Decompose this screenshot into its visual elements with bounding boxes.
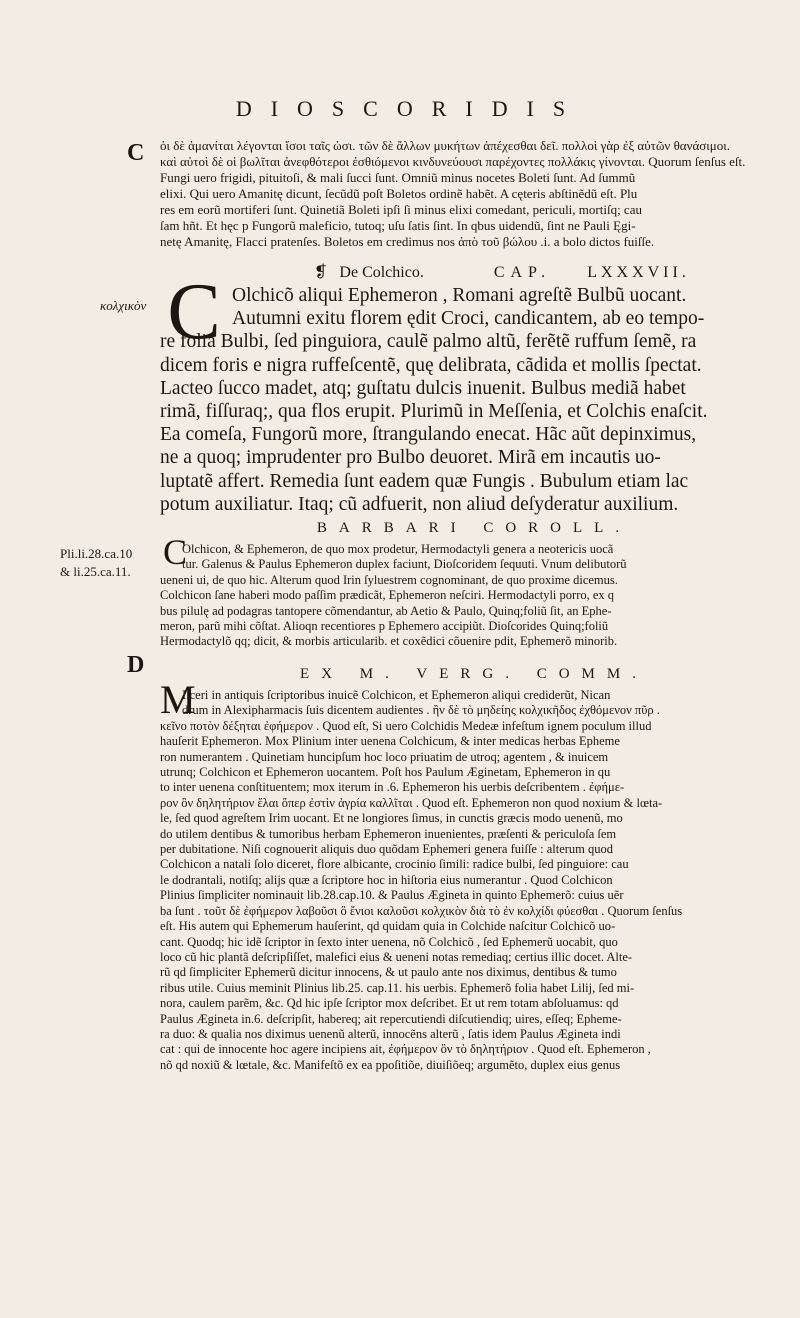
text-line: rũ qd ſimpliciter Ephemerũ dicitur innocens, & ut paulo ante nos diximus, dentibus & tumo <box>160 965 617 980</box>
text-line: cat : qui de innocente hoc agere incipiens ait, ἐφήμερον ὃν τὸ δηλητήριον . Quod eſt. Ephemeron , <box>160 1042 651 1057</box>
text-line: ra duo: & qualia nos diximus uenenũ alterũ, innocẽns alterũ , ſatis idem Paulus Ægineta indi <box>160 1026 621 1041</box>
text-line: netę Amanitę, Flacci pratenſes. Boletos em credimus nos ἀπὸ τοῦ βώλου .i. a bolo dictos fuiſſe. <box>160 234 655 249</box>
pilcrow-icon: ❡ <box>314 264 328 281</box>
vergilius-heading: EX M. VERG. COMM. <box>300 666 648 682</box>
text-line: potum auxiliatur. Itaq; cũ adfuerit, non aliud deſyderatur auxilium. <box>160 493 679 515</box>
text-line: ρον ὃν δηλητήριον ἔλαι ὅπερ ἐστὶν ἀγρία καλλῖται . Quod eſt. Ephemeron non quod noxium & lœta- <box>160 795 663 810</box>
barbari-commentary <box>160 542 788 650</box>
main-text <box>160 284 788 516</box>
text-line: drum in Alexipharmacis ſuis dicentem audientes . ἢν δὲ τὸ μηδείης κολχικῆδος ἐχθόμενον πῦρ . <box>182 703 660 718</box>
text-line: ὁι δὲ ἀμανίται λέγονται ἴσοι ταῖς ὠσι. τῶν δὲ ἄλλων μυκήτων ἀπέχεσθαι δεῖ. πολλοὶ γὰρ ἐξ αὐτῶν θανάσιμοι. <box>160 138 731 153</box>
chapter-number: LXXXVII. <box>587 264 690 281</box>
running-head: DIOSCORIDIS <box>235 96 585 121</box>
text-line: ribus utile. Cuius meminit Plinius lib.25. cap.11. his uerbis. Ephemerõ folia habet Lilij, ſed mi- <box>160 980 635 995</box>
text-line: cant. Quodq; hic idẽ ſcriptor in ſexto inter uenena, nõ Colchicõ , ſed Ephemerũ uocabit, quo <box>160 934 618 949</box>
barbari-drop-cap: C <box>162 532 187 572</box>
vergilius-commentary <box>160 688 788 1073</box>
text-line: Olchicon, & Ephemeron, de quo mox prodetur, Hermodactyli genera a neotericis uocã <box>182 542 614 556</box>
text-line: luptatẽ affert. Remedia ſunt eadem quæ Fungis . Bubulum etiam lac <box>160 470 689 492</box>
text-line: ueneni ui, de quo hic. Alterum quod Irin ſyluestrem cognominant, de quo proxime dicemus. <box>160 572 618 587</box>
barbari-heading: BARBARI COROLL. <box>316 520 632 536</box>
text-line: Fungi uero frigidi, pituitoſi, & mali ſucci ſunt. Omniũ minus nocetes Boleti ſunt. Ad ſummũ <box>160 170 636 185</box>
text-line: Autumni exitu florem ędit Croci, candicantem, ab eo tempo- <box>232 308 705 330</box>
text-line: to inter uenena conſtituentem; mox iterum in .6. Ephemeron his uerbis deſcribentem . ἐφήμε- <box>160 780 625 795</box>
vergilius-drop-cap: M <box>160 677 196 722</box>
margin-section-letter-c: C <box>127 140 145 166</box>
margin-plinius-ref-2: & li.25.ca.11. <box>60 564 131 579</box>
text-line: do utilem dentibus & tumoribus herbam Ephemeron inuenientes, præſenti & periculoſa ſem <box>160 826 617 841</box>
text-line: κεῖνο ποτὸν δέξηται ἐφήμερον . Quod eſt, Si uero Colchidis Medeæ infeſtum ignem poculum illud <box>160 718 652 733</box>
text-line: le dodrantali, notiſq; alijs quæ a ſcriptore hoc in hiſtoria eius numerantur . Quod Colchicon <box>160 872 613 887</box>
margin-section-letter-d: D <box>127 652 145 678</box>
text-line: eſt. His autem qui Ephemerum hauſerint, qd quidam quia in Colchide naſcitur Colchicõ uo- <box>160 919 616 934</box>
text-line: le, ſed quod agreſtem Irim uocant. Et ne longiores ſimus, in cunctis græcis modo uenenũ, mo <box>160 811 623 826</box>
text-line: meron, parũ mihi cõſtat. Alioqn recentiores p Ephemero accipiũt. Dioſcorides Quinq;foliũ <box>160 619 609 634</box>
text-line: ba ſunt . τοῦτ δὲ ἐφήμερον λαβοῦσι ὃ ἔνιοι καλοῦσι κολχικὸν διὰ τὸ ἐν κολχίδι φύεσθαι . Quorum ſenſus <box>160 903 683 918</box>
chapter-cap-label: CAP. <box>493 264 552 281</box>
text-line: Lacteo ſucco madet, atq; guſtatu dulcis inuenit. Bulbus mediã habet <box>160 377 686 399</box>
text-line: tur. Galenus & Paulus Ephemeron duplex faciunt, Dioſcoridem ſequuti. Vnum delibutorũ <box>182 557 627 572</box>
text-line: loco cũ hic plantã deſcripſiſſet, malefici eius & ueneni notas remediaq; certius illic docet. Alte- <box>160 949 633 964</box>
text-line: ſam hñt. Et hęc p Fungorũ maleficio, tutoq; uſu ſatis ſint. In qbus uidendũ, ſint ne Pauli Ęgi- <box>160 218 636 233</box>
chapter-title: De Colchico. <box>339 264 424 281</box>
chapter-heading <box>210 262 770 282</box>
text-line: Olchicõ aliqui Ephemeron , Romani agreſtẽ Bulbũ uocant. <box>232 285 687 306</box>
text-line: elixi. Qui uero Amanitę dicunt, ſecũdũ poſt Boletos ordinẽ habẽt. A cęteris abſtinẽdũ eſt. Plu <box>160 186 638 201</box>
margin-greek-note: κολχικὸν <box>100 298 147 313</box>
text-line: utrunq; Colchicon et Ephemeron uocantem. Poſt hos Paulum Æginetam, Ephemeron in qu <box>160 765 611 780</box>
text-line: καὶ αὐτοὶ δὲ οἱ βωλῖται ἀνεφθότεροι ἐσθιόμενοι κινδυνεύουσι παρέχοντες πολλάκις γίνονται. Quorum ſenſus eſt. <box>160 154 746 169</box>
margin-plinius-ref-1: Pli.li.28.ca.10 <box>60 546 133 561</box>
text-line: hauſerit Ephemeron. Mox Plinium inter uenena Colchicum, & inter medicas herbas Epheme <box>160 734 620 749</box>
text-line: bus pilulę ad podagras tantopere cõmendantur, ab Aetio & Paulo, Quinq;foliũ ſit, an Ephe- <box>160 603 612 618</box>
text-line: nora, caulem parẽm, &c. Qd hic ipſe ſcriptor mox deſcribet. Et ut rem totam abſoluamus: qd <box>160 996 619 1011</box>
text-line: Colchicon ſane haberi modo paſſim prædicãt, Ephemeron neſciri. Hermodactyli porro, ex q <box>160 588 615 603</box>
text-line: re folia Bulbi, ſed pinguiora, caulẽ palmo altũ, ferẽtẽ ruffum ſemẽ, ra <box>160 331 697 353</box>
text-line: per dubitatione. Niſi cognouerit aliquis duo quõdam Ephemeri genera fuiſſe : alterum quod <box>160 842 614 857</box>
text-line: rimã, fiſſuraq;, qua flos erupit. Plurimũ in Meſſenia, et Colchis enaſcit. <box>160 401 708 423</box>
text-line: ne a quoq; imprudenter pro Bulbo deuoret. Mirã em incautis uo- <box>160 447 661 469</box>
drop-cap-initial: C <box>167 268 221 356</box>
text-line: Hermodactylõ qq; dicit, & morbis articularib. et coxẽdici cõuenire pdit, Ephemerõ minorib. <box>160 634 618 649</box>
text-line: dicem foris e nigra ruffeſcentẽ, quę delibrata, cãdida et mollis ſpectat. <box>160 354 702 376</box>
text-line: Colchicon a natali ſolo diceret, flore albicante, crocinio ſimili: radice bulbi, ſed pinguiore: cau <box>160 857 629 872</box>
text-line: Paulus Ægineta in.6. deſcripſit, habereq; ait repercutiendi diſcutiendiq; uires, eſſeq; Epheme- <box>160 1011 622 1026</box>
text-line: Ea comeſa, Fungorũ more, ſtrangulando enecat. Hãc aũt depinximus, <box>160 424 697 446</box>
text-line: Plinius ſimpliciter nominauit lib.28.cap.10. & Paulus Ægineta in quinto Ephemerõ: cuius uẽr <box>160 888 624 903</box>
text-line: res em eorũ mortiferi ſunt. Quinetiã Boleti ipſi ſi minus elixi comedant, periculi, mortiſq; cau <box>160 202 642 217</box>
text-line: Iſceri in antiquis ſcriptoribus inuicẽ Colchicon, et Ephemeron aliqui crediderũt, Nican <box>182 688 611 702</box>
intro-paragraph <box>160 138 788 250</box>
text-line: ron numerantem . Quinetiam huncipſum hoc loco priuatim de utroq; agentem , & inuicem <box>160 749 609 764</box>
text-line: nõ qd noxiũ & lœtale, &c. Manifeſtõ ex ea ppoſitiõe, diuiſiõeq; argumẽto, duplex eius genus <box>160 1057 621 1072</box>
